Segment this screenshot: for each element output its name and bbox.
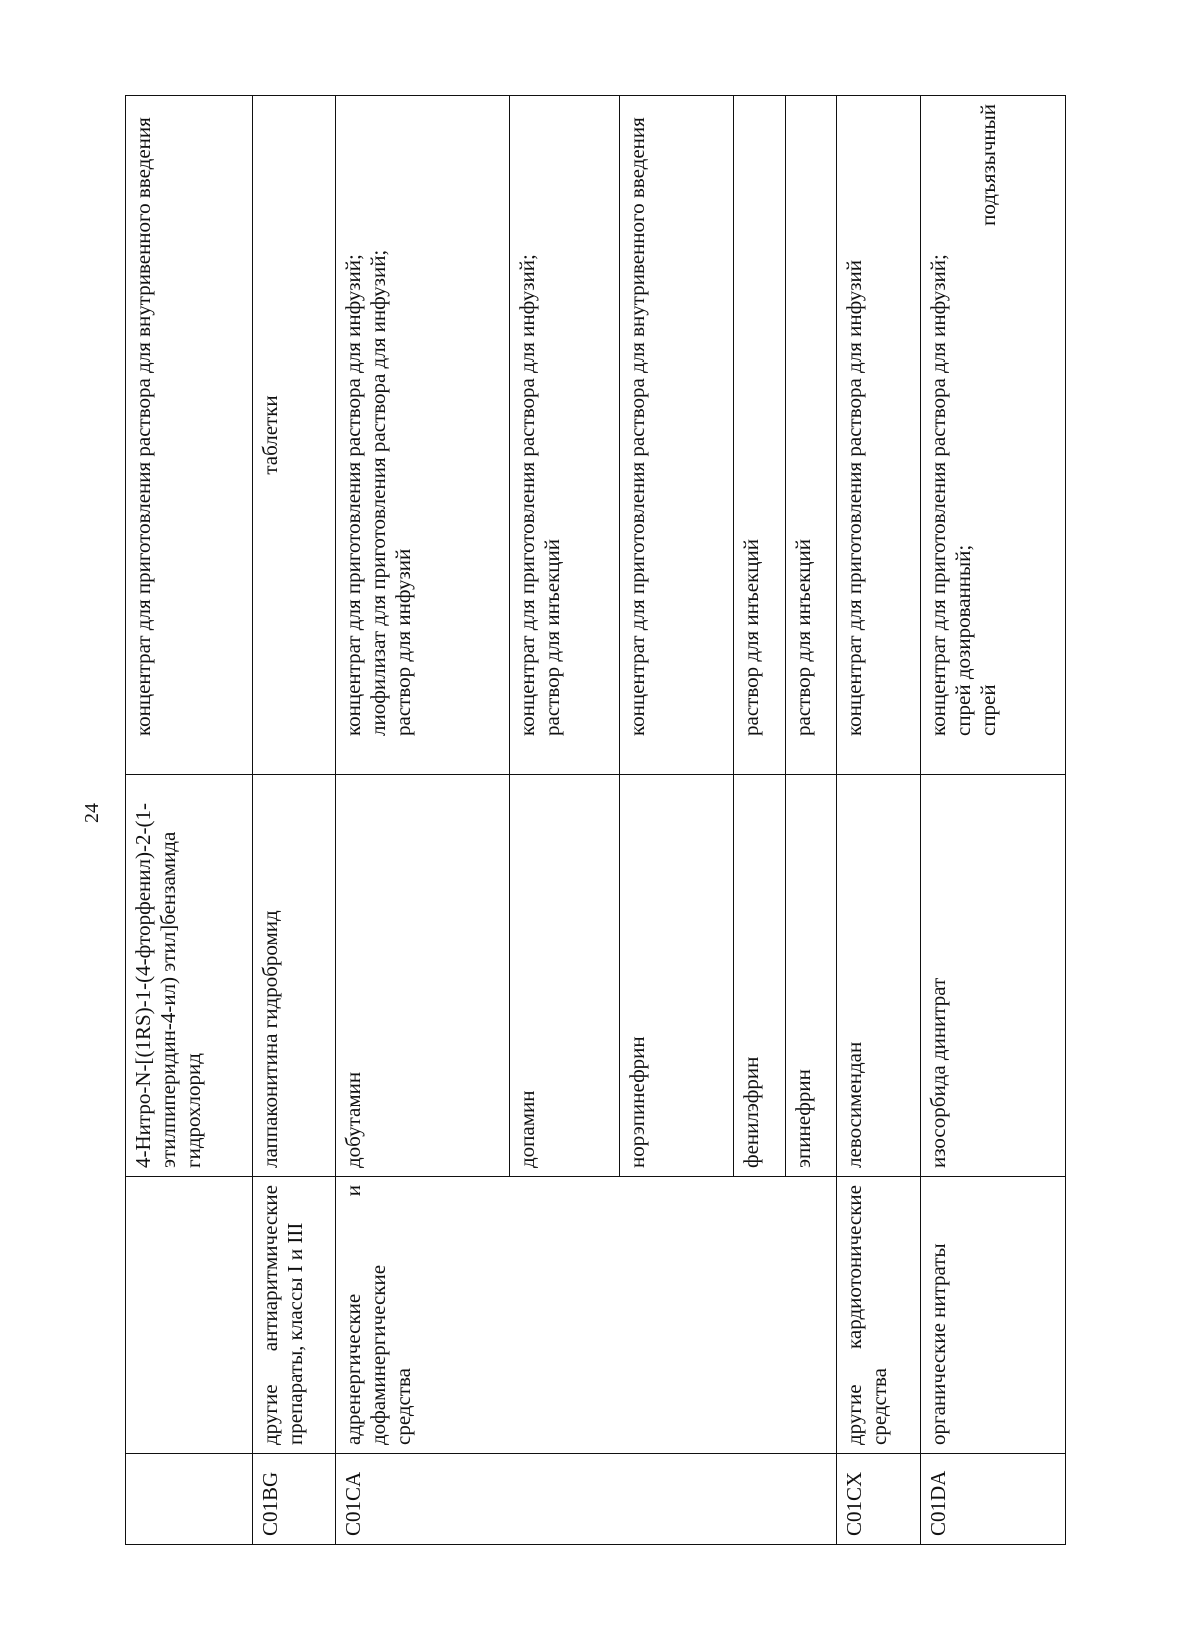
dosage-form-line: концентрат для приготовления раствора для инфузий; <box>341 254 365 736</box>
group-cell: другие антиаритмические препараты, классы I и III <box>253 1177 336 1454</box>
drug-cell: эпинефрин <box>786 775 837 1177</box>
dosage-form-cell <box>510 96 620 775</box>
dosage-form-cell <box>336 96 510 775</box>
drug-cell: норэпинефрин <box>620 775 734 1177</box>
dosage-form-line: спрей подъязычный <box>975 104 1000 736</box>
dosage-form-line: раствор для инъекций <box>791 539 815 736</box>
dosage-form-line: концентрат для приготовления раствора для внутривенного введения <box>625 117 649 736</box>
atc-code-cell: C01DA <box>921 1454 1066 1545</box>
group-cell: другие кардиотонические средства <box>837 1177 921 1454</box>
dosage-form-cell <box>921 96 1066 775</box>
drug-cell: изосорбида динитрат <box>921 775 1066 1177</box>
dosage-form-line: раствор для инфузий <box>390 548 415 736</box>
table-row <box>837 96 921 1545</box>
atc-code-cell: C01CX <box>837 1454 921 1545</box>
drug-cell: левосимендан <box>837 775 921 1177</box>
atc-code-cell <box>126 1454 253 1545</box>
atc-code-cell: C01BG <box>253 1454 336 1545</box>
dosage-form-line: спрей дозированный; <box>950 544 975 736</box>
dosage-form-line: лиофилизат для приготовления раствора для инфузий; <box>365 249 390 736</box>
dosage-form-line: концентрат для приготовления раствора для инфузий <box>842 260 866 736</box>
table-row <box>336 96 510 1545</box>
group-cell: адренергические и дофаминергические средства <box>336 1177 837 1454</box>
dosage-form-cell <box>253 96 336 775</box>
dosage-form-cell <box>837 96 921 775</box>
group-cell: органические нитраты <box>921 1177 1066 1454</box>
dosage-form-cell <box>126 96 253 775</box>
dosage-form-line: концентрат для приготовления раствора для инфузий; <box>926 254 950 736</box>
dosage-form-line: таблетки <box>258 395 282 475</box>
dosage-form-line: раствор для инъекций <box>739 539 763 736</box>
dosage-form-cell <box>786 96 837 775</box>
table-row <box>253 96 336 1545</box>
drug-cell: лаппаконитина гидробромид <box>253 775 336 1177</box>
table-row <box>921 96 1066 1545</box>
page-number: 24 <box>80 803 103 823</box>
atc-code-cell: C01CA <box>336 1454 837 1545</box>
drug-table <box>125 95 1066 1545</box>
dosage-form-line: концентрат для приготовления раствора для инфузий; <box>515 254 539 736</box>
drug-cell: допамин <box>510 775 620 1177</box>
table-row <box>126 96 253 1545</box>
dosage-form-line: концентрат для приготовления раствора для внутривенного введения <box>131 117 155 736</box>
dosage-form-cell <box>620 96 734 775</box>
drug-cell: 4-Нитро-N-[(1RS)-1-(4-фторфенил)-2-(1-этилпиперидин-4-ил) этил]бензамида гидрохлорид <box>126 775 253 1177</box>
drug-cell: фенилэфрин <box>734 775 786 1177</box>
dosage-form-line: раствор для инъекций <box>539 539 564 736</box>
dosage-form-cell <box>734 96 786 775</box>
group-cell <box>126 1177 253 1454</box>
rotated-page-content <box>125 95 1195 1545</box>
drug-cell: добутамин <box>336 775 510 1177</box>
